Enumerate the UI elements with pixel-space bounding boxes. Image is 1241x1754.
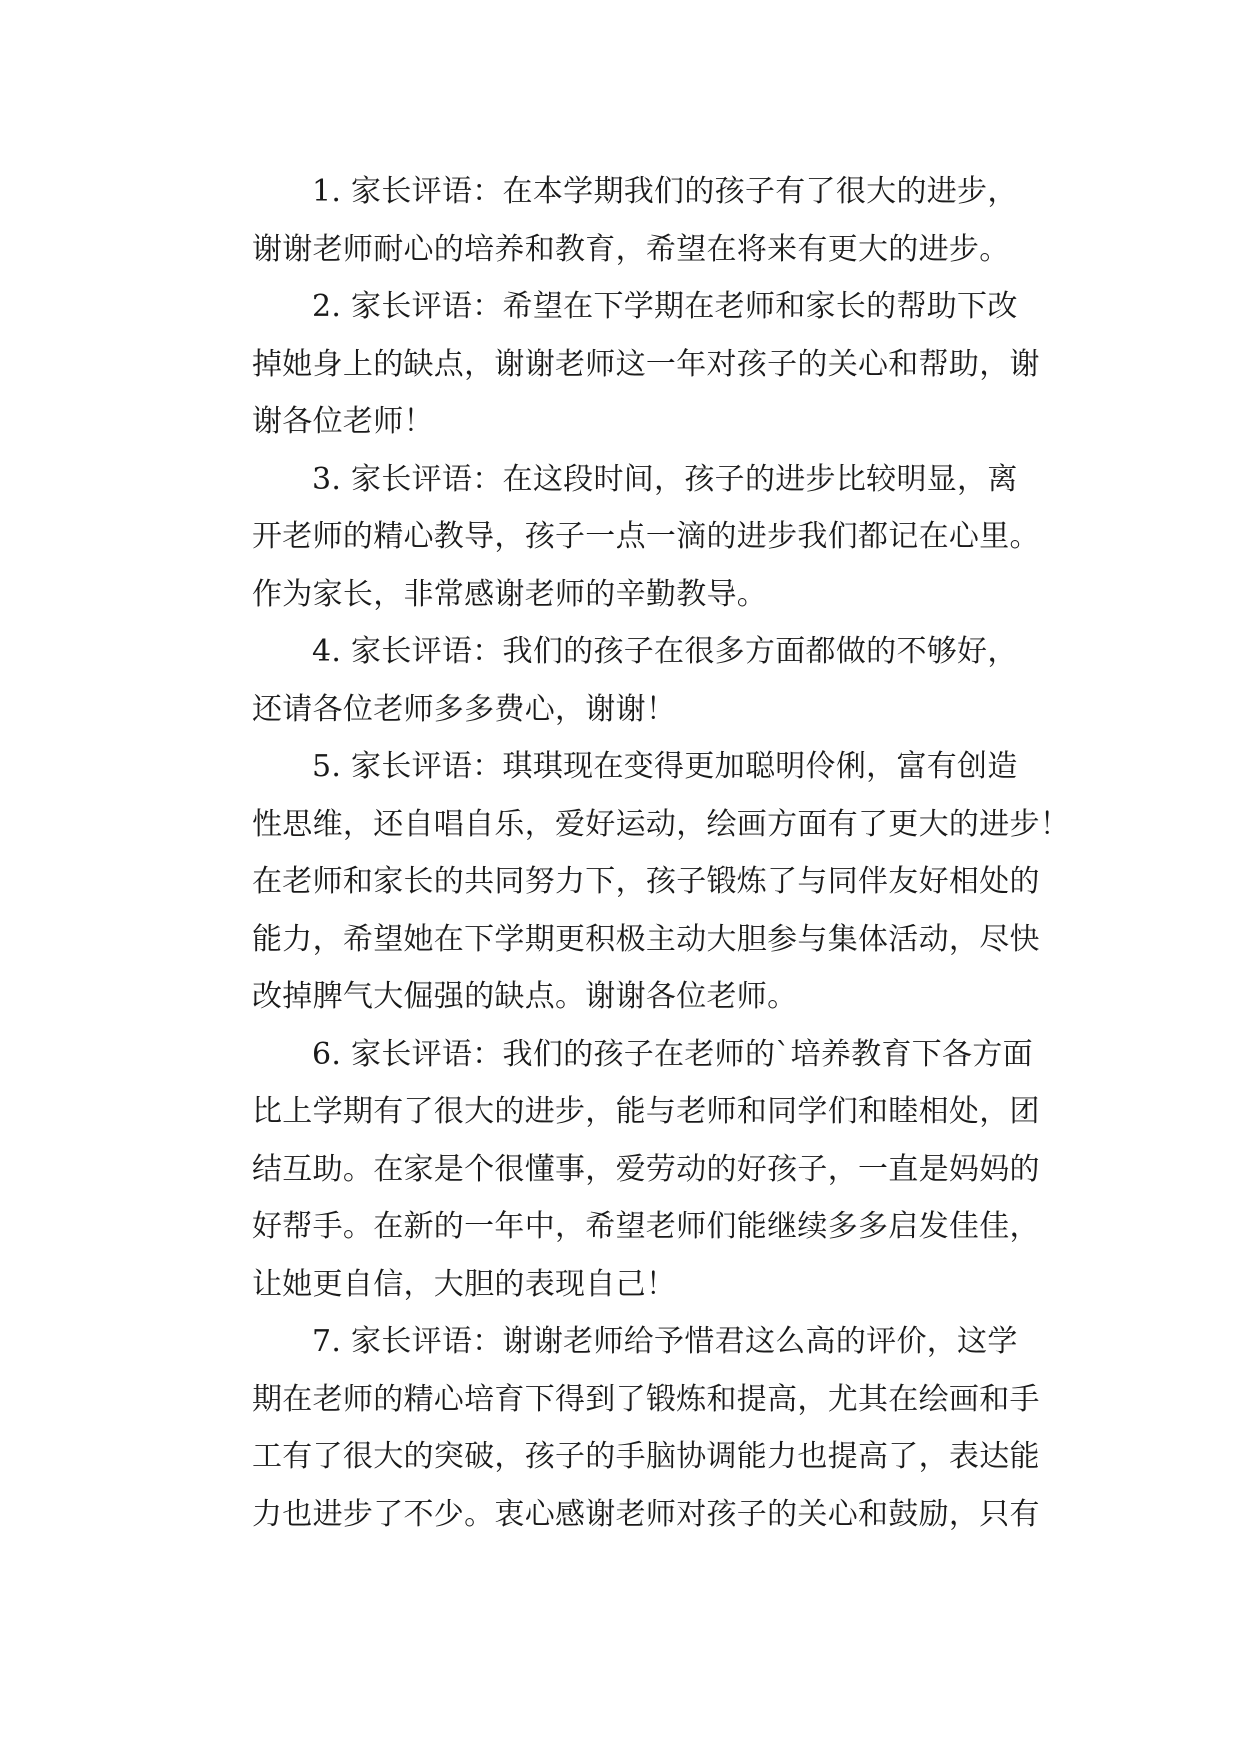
comment-paragraph-1 <box>192 163 1062 278</box>
paragraph-line: 比上学期有了很大的进步，能与老师和同学们和睦相处，团 <box>252 1094 1040 1129</box>
comment-paragraph-6 <box>192 1026 1062 1314</box>
paragraph-line: 性思维，还自唱自乐，爱好运动，绘画方面有了更大的进步！ <box>252 806 1071 842</box>
paragraph-line: 2. 家长评语：希望在下学期在老师和家长的帮助下改 <box>312 289 1018 324</box>
paragraph-line: 7. 家长评语：谢谢老师给予惜君这么高的评价，这学 <box>312 1324 1018 1359</box>
comment-paragraph-7 <box>192 1313 1062 1543</box>
comment-paragraph-5 <box>192 738 1071 1026</box>
paragraph-line: 6. 家长评语：我们的孩子在老师的`培养教育下各方面 <box>312 1036 1033 1072</box>
paragraph-line: 在老师和家长的共同努力下，孩子锻炼了与同伴友好相处的 <box>252 864 1040 899</box>
paragraph-line: 谢谢老师耐心的培养和教育，希望在将来有更大的进步。 <box>252 231 1010 267</box>
paragraph-line: 还请各位老师多多费心，谢谢！ <box>252 691 677 727</box>
paragraph-line: 能力，希望她在下学期更积极主动大胆参与集体活动，尽快 <box>252 921 1040 957</box>
paragraph-line: 力也进步了不少。衷心感谢老师对孩子的关心和鼓励，只有 <box>252 1496 1040 1532</box>
paragraph-line: 3. 家长评语：在这段时间，孩子的进步比较明显，离 <box>312 461 1018 497</box>
document-body <box>192 163 1071 1543</box>
paragraph-line: 开老师的精心教导，孩子一点一滴的进步我们都记在心里。 <box>252 519 1040 554</box>
comment-paragraph-4 <box>192 623 1062 738</box>
paragraph-line: 改掉脾气大倔强的缺点。谢谢各位老师。 <box>252 979 798 1014</box>
paragraph-line: 结互助。在家是个很懂事，爱劳动的好孩子，一直是妈妈的 <box>252 1151 1040 1187</box>
paragraph-line: 期在老师的精心培育下得到了锻炼和提高，尤其在绘画和手 <box>252 1381 1040 1417</box>
paragraph-line: 作为家长，非常感谢老师的辛勤教导。 <box>252 576 768 612</box>
comment-paragraph-2 <box>192 278 1062 451</box>
paragraph-line: 1. 家长评语：在本学期我们的孩子有了很大的进步， <box>312 174 1018 209</box>
paragraph-line: 4. 家长评语：我们的孩子在很多方面都做的不够好， <box>312 634 1018 669</box>
paragraph-line: 好帮手。在新的一年中，希望老师们能继续多多启发佳佳， <box>252 1209 1040 1244</box>
paragraph-line: 5. 家长评语：琪琪现在变得更加聪明伶俐，富有创造 <box>312 749 1018 784</box>
paragraph-line: 掉她身上的缺点，谢谢老师这一年对孩子的关心和帮助，谢 <box>252 346 1040 382</box>
paragraph-line: 让她更自信，大胆的表现自己！ <box>252 1266 677 1302</box>
comment-paragraph-3 <box>192 451 1062 624</box>
paragraph-line: 谢各位老师！ <box>252 404 434 439</box>
paragraph-line: 工有了很大的突破，孩子的手脑协调能力也提高了，表达能 <box>252 1439 1040 1474</box>
